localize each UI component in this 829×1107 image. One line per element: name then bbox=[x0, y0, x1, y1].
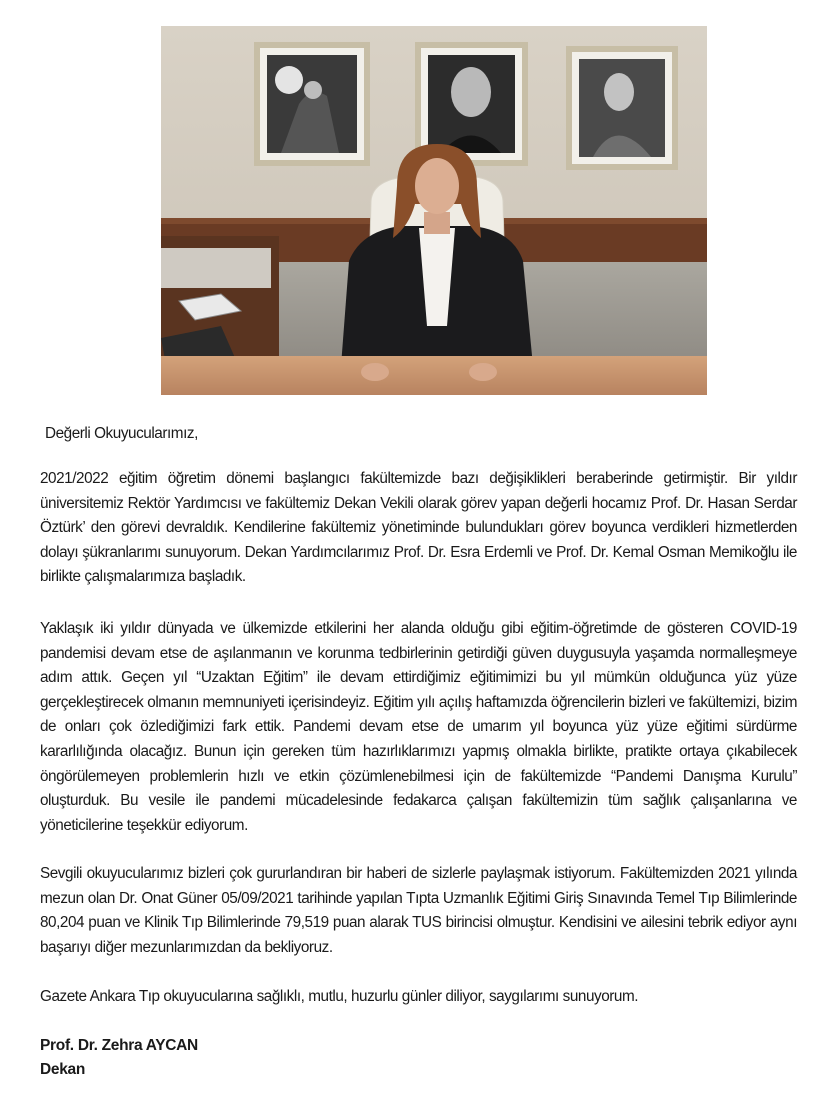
signature-name: Prof. Dr. Zehra AYCAN bbox=[40, 1037, 198, 1054]
letter-paragraph-3 bbox=[40, 862, 797, 960]
paragraph-text: Yaklaşık iki yıldır dünyada ve ülkemizde etkilerini her alanda olduğu gibi eğitim-öğretimde de gösteren COVID-19 pandemisi devam etse de aşılanmanın ve korunma tedbirlerinin getirdiği güven duygusuyla yaşamda normalleşmeye adım attık. Geçen yıl “Uzaktan Eğitim” ile devam ettirdiğimiz eğitimimizi bu yıl mümkün olduğunca yüz yüze gerçekleştirecek olmanın memnuniyeti içerisindeyiz. Eğitim yılı açılış haftamızda öğrencilerin bizleri ve fakültemizi, bizim de onları çok özlediğimizi fark ettik. Pandemi devam etse de umarım yıl boyunca yüz yüze eğitimi sürdürme kararlılığında olacağız. Bunun için gereken tüm hazırlıklarımızı yapmış olmakla birlikte, pratikte ortaya çıkabilecek öngörülemeyen problemlerin hızlı ve etkin çözümlenebilmesi için de fakültemizde “Pandemi Danışma Kurulu” oluşturduk. Bu vesile ile pandemi mücadelesinde fedakarca çalışan fakültemizin tüm sağlık çalışanlarına ve yöneticilerine teşekkür ediyorum. bbox=[40, 620, 797, 834]
letter-paragraph-1 bbox=[40, 467, 797, 590]
letter-paragraph-2 bbox=[40, 617, 797, 838]
paragraph-text: Sevgili okuyucularımız bizleri çok gururlandıran bir haberi de sizlerle paylaşmak istiyorum. Fakültemizden 2021 yılında mezun olan Dr. Onat Güner 05/09/2021 tarihinde yapılan Tıpta Uzmanlık Eğitimi Giriş Sınavında Temel Tıp Bilimlerinde 80,204 puan ve Klinik Tıp Bilimlerinde 79,519 puan alarak TUS birincisi olmuştur. Kendisini ve ailesini tebrik ediyor aynı başarıyı diğer mezunlarımızdan da bekliyoruz. bbox=[40, 865, 797, 956]
signature-block bbox=[40, 1034, 198, 1082]
dean-photo bbox=[161, 26, 707, 395]
signature-title: Dekan bbox=[40, 1061, 86, 1078]
paragraph-text: Gazete Ankara Tıp okuyucularına sağlıklı, mutlu, huzurlu günler diliyor, saygılarımı sunuyorum. bbox=[40, 988, 639, 1005]
paragraph-text: 2021/2022 eğitim öğretim dönemi başlangıcı fakültemizde bazı değişiklikleri beraberinde getirmiştir. Bir yıldır üniversitemiz Rektör Yardımcısı ve fakültemiz Dekan Vekili olarak görev yapan değerli hocamız Prof. Dr. Hasan Serdar Öztürk’ den görevi devraldık. Kendilerine fakültemiz yönetiminde bulundukları görev boyunca verdikleri hizmetlerden dolayı şükranlarımı sunuyorum. Dekan Yardımcılarımız Prof. Dr. Esra Erdemli ve Prof. Dr. Kemal Osman Memikoğlu ile birlikte çalışmalarımıza başladık. bbox=[40, 470, 797, 586]
letter-closing bbox=[40, 985, 797, 1010]
letter-greeting: Değerli Okuyucularımız, bbox=[45, 425, 198, 442]
